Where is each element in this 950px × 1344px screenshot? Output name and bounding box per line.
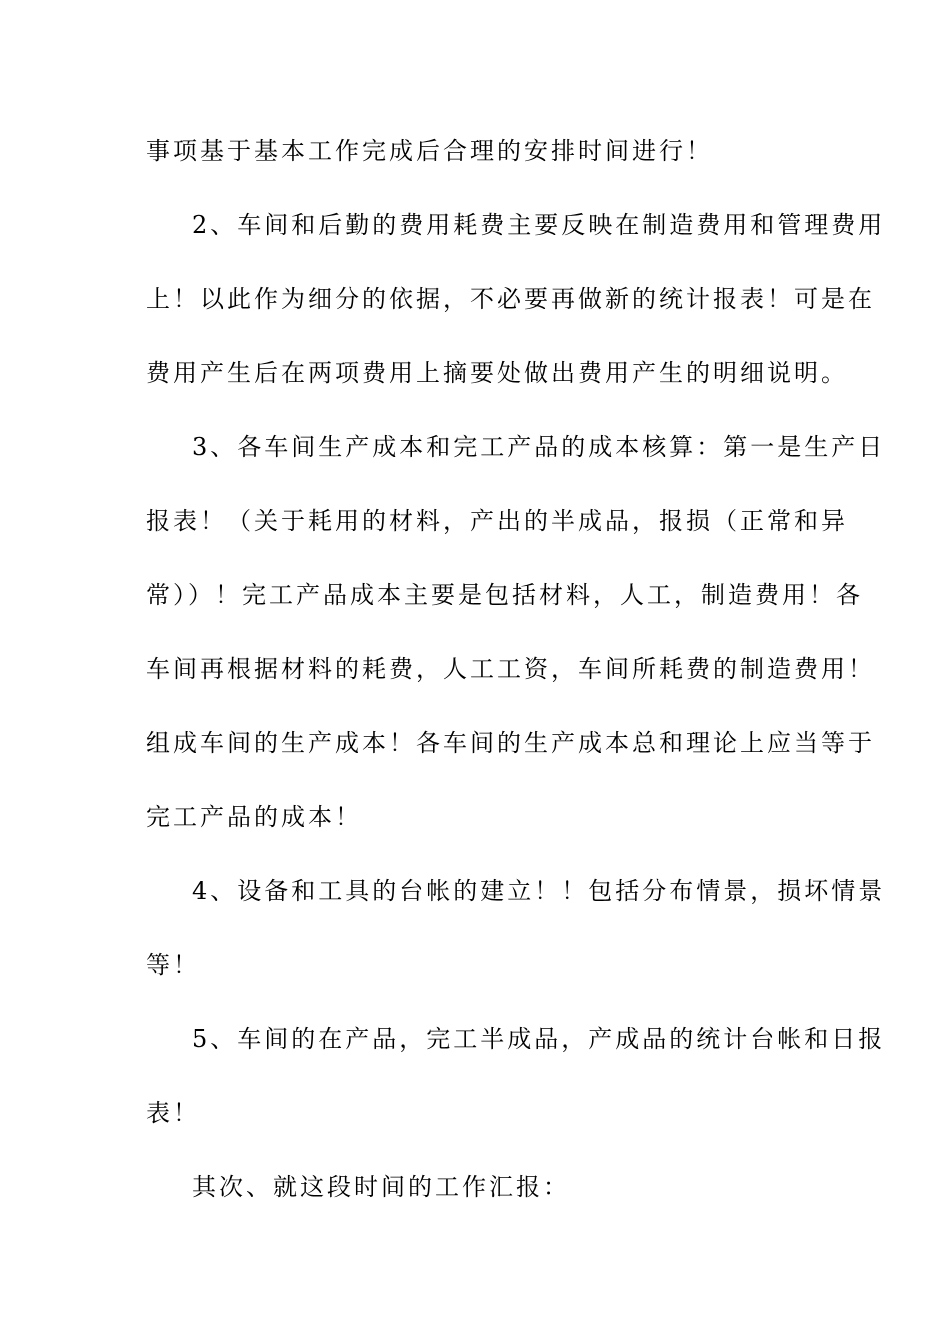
text-line-1: 事项基于基本工作完成后合理的安排时间进行！ xyxy=(146,137,713,165)
text-line-2: 2、车间和后勤的费用耗费主要反映在制造费用和管理费用 xyxy=(192,211,886,239)
text-line-7: 常））！完工产品成本主要是包括材料，人工，制造费用！各 xyxy=(146,581,863,609)
text-line-11: 4、设备和工具的台帐的建立！！包括分布情景，损坏情景 xyxy=(192,877,886,905)
text-line-12: 等！ xyxy=(146,951,200,979)
text-line-3: 上！以此作为细分的依据，不必要再做新的统计报表！可是在 xyxy=(146,285,875,313)
text-line-13: 5、车间的在产品，完工半成品，产成品的统计台帐和日报 xyxy=(192,1025,886,1053)
text-line-9: 组成车间的生产成本！各车间的生产成本总和理论上应当等于 xyxy=(146,729,875,757)
text-line-6: 报表！（关于耗用的材料，产出的半成品，报损（正常和异 xyxy=(146,507,848,535)
text-line-14: 表！ xyxy=(146,1099,200,1127)
text-line-15: 其次、就这段时间的工作汇报： xyxy=(192,1173,570,1201)
text-line-8: 车间再根据材料的耗费，人工工资，车间所耗费的制造费用！ xyxy=(146,655,875,683)
text-line-10: 完工产品的成本！ xyxy=(146,803,362,831)
text-line-4: 费用产生后在两项费用上摘要处做出费用产生的明细说明。 xyxy=(146,359,848,387)
text-line-5: 3、各车间生产成本和完工产品的成本核算：第一是生产日 xyxy=(192,433,886,461)
